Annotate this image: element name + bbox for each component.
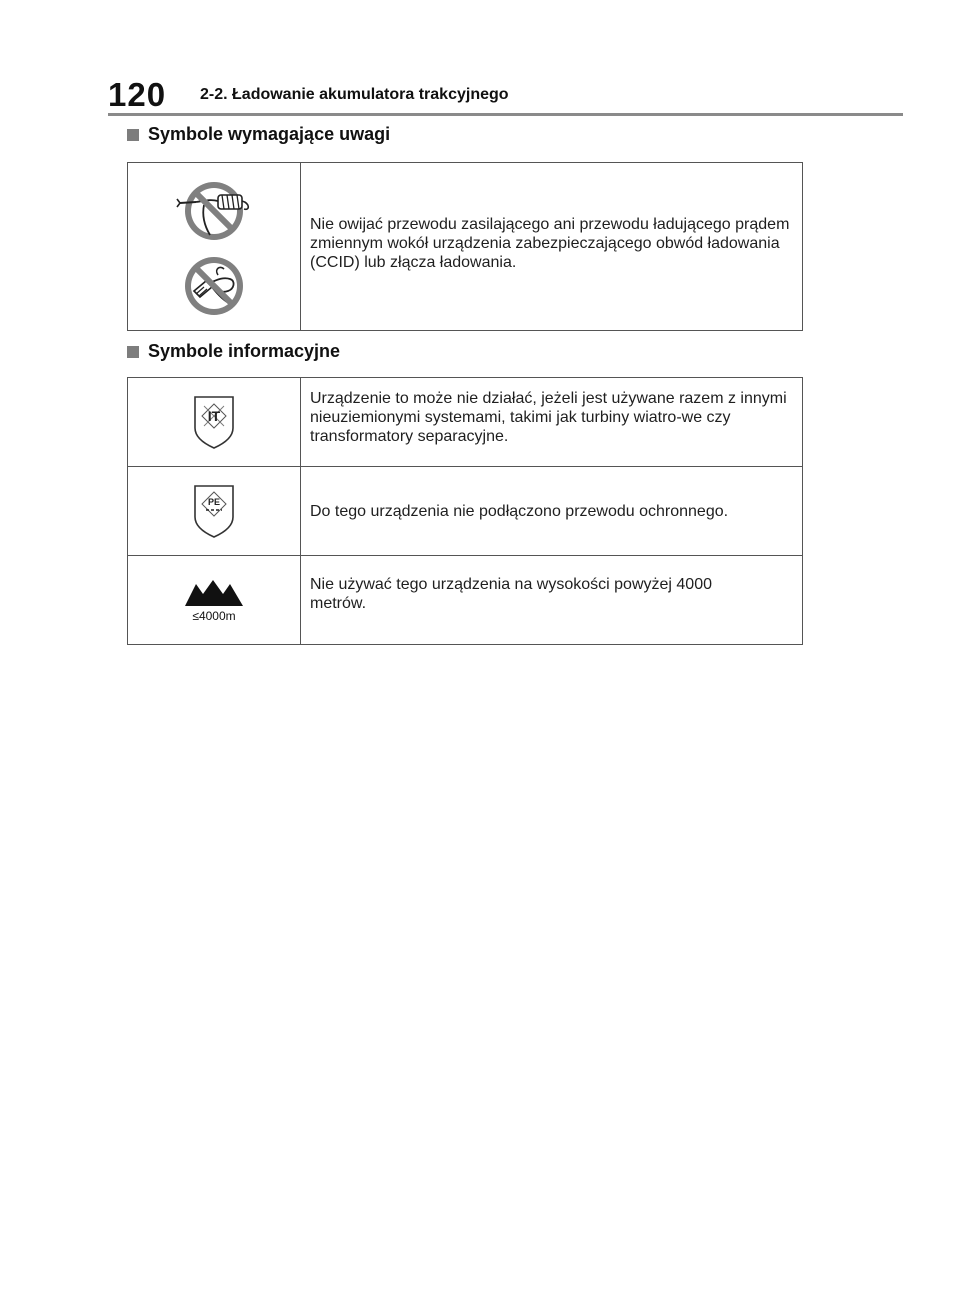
subheading-caution-symbols — [127, 124, 390, 145]
table-row — [128, 378, 803, 467]
header-divider — [108, 113, 903, 116]
icon-cell — [128, 467, 301, 556]
subheading-text: Symbole informacyjne — [148, 341, 341, 361]
table-row — [128, 467, 803, 556]
subheading-info-symbols — [127, 341, 340, 362]
symbol-description: Urządzenie to może nie działać, jeżeli jest używane razem z innymi nieuziemionymi systemami, takimi jak turbiny wiatro-we czy transformatory separacyjne. — [301, 378, 803, 467]
no-wrap-cable-on-ccid-icon — [174, 179, 254, 245]
altitude-mountains-icon — [183, 578, 245, 608]
page-number: 120 — [108, 76, 167, 113]
symbol-description: Do tego urządzenia nie podłączono przewodu ochronnego. — [301, 467, 803, 556]
table-row — [128, 556, 803, 645]
icon-cell — [128, 378, 301, 467]
pe-shield-icon — [192, 483, 236, 539]
subheading-text: Symbole wymagające uwagi — [148, 124, 391, 144]
icon-cell — [128, 556, 301, 645]
icon-cell — [128, 163, 301, 331]
altitude-label: ≤4000m — [192, 608, 236, 623]
symbol-description: Nie owijać przewodu zasilającego ani przewodu ładującego prądem zmiennym wokół urządzenia zabezpieczającego obwód ładowania (CCID) lub złącza ładowania. — [301, 163, 803, 331]
pe-label: PE — [207, 497, 221, 507]
it-label: IT — [207, 408, 221, 424]
table-row — [128, 163, 803, 331]
no-wrap-cable-on-connector-icon — [174, 253, 254, 319]
caution-symbols-table — [127, 162, 803, 331]
square-bullet-icon — [127, 129, 139, 141]
it-system-shield-icon — [192, 394, 236, 450]
square-bullet-icon — [127, 346, 139, 358]
info-symbols-table — [127, 377, 803, 645]
section-title: 2-2. Ładowanie akumulatora trakcyjnego — [200, 86, 509, 103]
symbol-description: Nie używać tego urządzenia na wysokości powyżej 4000 metrów. — [301, 556, 803, 645]
